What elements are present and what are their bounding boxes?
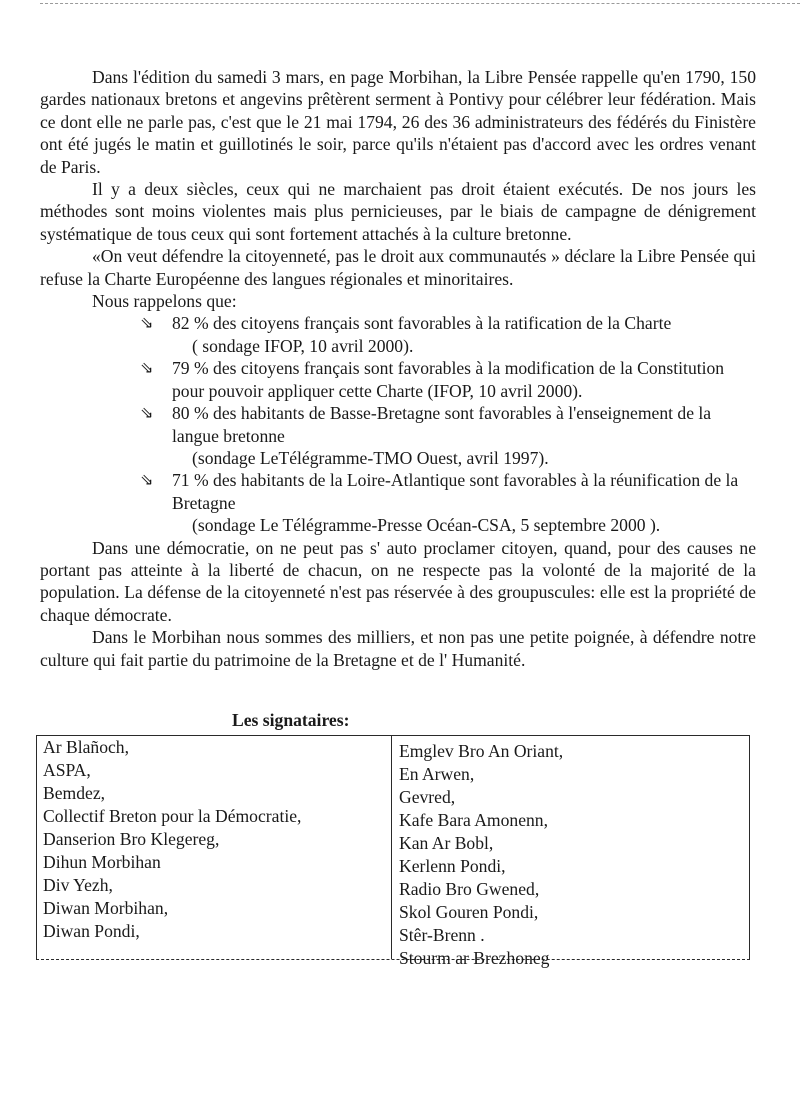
column-divider (391, 736, 392, 959)
list-item: Stêr-Brenn . (399, 925, 485, 945)
list-item: Div Yezh, (43, 875, 113, 895)
paragraph-5: Dans le Morbihan nous sommes des milliers, et non pas une petite poignée, à défendre notre culture qui fait partie du patrimoine de la Bretagne et de l' Humanité. (40, 627, 756, 670)
list-item: Gevred, (399, 787, 456, 807)
poll-facts-list (40, 312, 756, 536)
fact-text: 71 % des habitants de la Loire-Atlantique sont favorables à la réunification de la Bretagne (172, 470, 739, 513)
fact-text: 79 % des citoyens français sont favorables à la modification de la Constitution pour pouvoir appliquer cette Charte (IFOP, 10 avril 2000). (172, 358, 725, 401)
list-item: Danserion Bro Klegereg, (43, 829, 220, 849)
list-item (140, 357, 756, 402)
list-item: Collectif Breton pour la Démocratie, (43, 806, 302, 826)
arrow-bullet-icon: ⇘ (140, 403, 154, 423)
fact-source: (sondage Le Télégramme-Presse Océan-CSA, 5 septembre 2000 ). (192, 515, 661, 536)
list-item (140, 402, 756, 469)
list-item: Dihun Morbihan (43, 852, 161, 872)
list-item: Kafe Bara Amonenn, (399, 810, 549, 830)
list-item: Ar Blañoch, (43, 737, 129, 757)
list-item: Radio Bro Gwened, (399, 879, 540, 899)
arrow-bullet-icon: ⇘ (140, 470, 154, 490)
facts-intro: Nous rappelons que: (92, 291, 237, 312)
list-item: Stourm ar Brezhoneg (399, 948, 550, 968)
fact-source: (sondage LeTélégramme-TMO Ouest, avril 1997). (192, 447, 549, 468)
list-item: En Arwen, (399, 764, 475, 784)
arrow-bullet-icon: ⇘ (140, 313, 154, 333)
list-item: Diwan Morbihan, (43, 898, 169, 918)
list-item: Diwan Pondi, (43, 921, 140, 941)
paragraph-1: Dans l'édition du samedi 3 mars, en page Morbihan, la Libre Pensée rappelle qu'en 1790, 150 gardes nationaux bretons et angevins prêtèrent serment à Pontivy pour célébrer leur fédération. Mais ce dont elle ne parle pas, c'est que le 21 mai 1794, 26 des 36 administrateurs des fédérés du Finistère ont été jugés le matin et guillotinés le soir, parce qu'ils n'étaient pas d'accord avec les ordres venant de Paris. (40, 67, 756, 177)
paragraph-4: Dans une démocratie, on ne peut pas s' auto proclamer citoyen, quand, pour des causes ne portant pas atteinte à la liberté de chacun, on ne respecte pas la volonté de la majorité de la population. La défense de la citoyenneté n'est pas réservée à des groupuscules: elle est la propriété de chaque démocrate. (40, 537, 756, 625)
signatories-right-column (399, 740, 563, 970)
list-item: Bemdez, (43, 783, 106, 803)
list-item (140, 469, 756, 536)
arrow-bullet-icon: ⇘ (140, 358, 154, 378)
signatories-title: Les signataires: (232, 710, 350, 730)
list-item: Skol Gouren Pondi, (399, 902, 539, 922)
fact-text: 80 % des habitants de Basse-Bretagne sont favorables à l'enseignement de la langue bretonne (172, 403, 712, 446)
signatories-left-column (43, 736, 301, 943)
fact-text: 82 % des citoyens français sont favorables à la ratification de la Charte (172, 313, 672, 334)
list-item (140, 312, 756, 357)
paragraph-3: «On veut défendre la citoyenneté, pas le droit aux communautés » déclare la Libre Pensée qui refuse la Charte Européenne des langues régionales et minoritaires. (40, 246, 756, 289)
list-item: Emglev Bro An Oriant, (399, 741, 564, 761)
letter-body (40, 66, 756, 671)
list-item: Kerlenn Pondi, (399, 856, 506, 876)
paragraph-2: Il y a deux siècles, ceux qui ne marchaient pas droit étaient exécutés. De nos jours les méthodes sont moins violentes mais plus pernicieuses, par le biais de campagne de dénigrement systématique de tous ceux qui sont fortement attachés à la culture bretonne. (40, 179, 756, 244)
list-item: Kan Ar Bobl, (399, 833, 494, 853)
signatories-table (36, 735, 750, 968)
list-item: ASPA, (43, 760, 91, 780)
scan-edge-line (40, 3, 800, 4)
fact-source: ( sondage IFOP, 10 avril 2000). (192, 335, 414, 356)
